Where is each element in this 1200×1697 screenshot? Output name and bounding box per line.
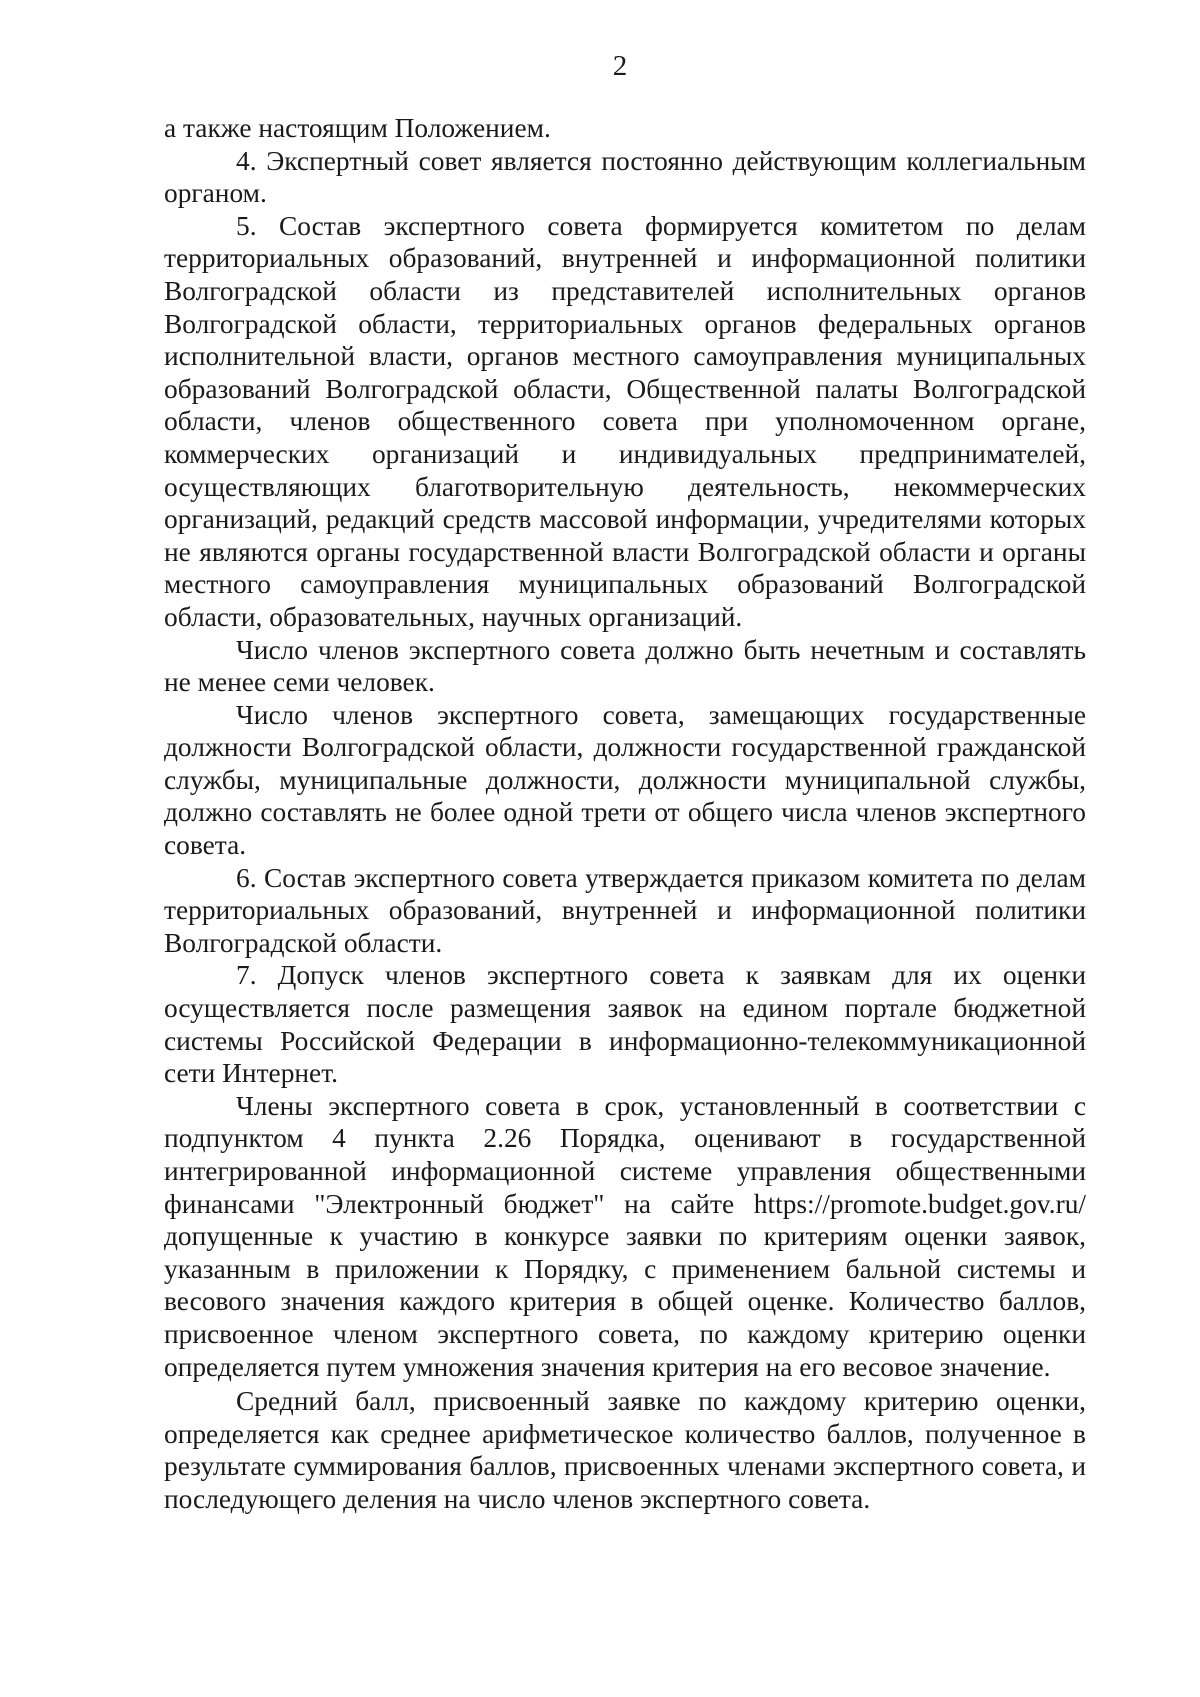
paragraph-member-count: Число членов экспертного совета должно быть нечетным и составлять не менее семи человек.: [164, 634, 1086, 698]
paragraph-continuation: а также настоящим Положением.: [164, 113, 551, 143]
page-number: 2: [612, 50, 628, 82]
paragraph-item-6: 6. Состав экспертного совета утверждается приказом комитета по делам территориальных образований, внутренней и информационной политики Волгоградской области.: [164, 862, 1086, 958]
paragraph-evaluation: Члены экспертного совета в срок, установленный в соответствии с подпунктом 4 пункта 2.26 Порядка, оценивают в государственной интегрированной информационной системе управления общественными финансами "Электронный бюджет" на сайте https://promote.budget.gov.ru/ допущенные к участию в конкурсе заявки по критериям оценки заявок, указанным в приложении к Порядку, с применением бальной системы и весового значения каждого критерия в общей оценке. Количество баллов, присвоенное членом экспертного совета, по каждому критерию оценки определяется путем умножения значения критерия на его весовое значение.: [164, 1090, 1086, 1382]
paragraph-item-5: 5. Состав экспертного совета формируется комитетом по делам территориальных образований, внутренней и информационной политики Волгоградской области из представителей исполнительных органов Волгоградской области, территориальных органов федеральных органов исполнительной власти, органов местного самоуправления муниципальных образований Волгоградской области, Общественной палаты Волгоградской области, членов общественного совета при уполномоченном органе, коммерческих организаций и индивидуальных предпринимателей, осуществляющих благотворительную деятельность, некоммерческих организаций, редакций средств массовой информации, учредителями которых не являются органы государственной власти Волгоградской области и органы местного самоуправления муниципальных образований Волгоградской области, образовательных, научных организаций.: [164, 210, 1086, 632]
paragraph-average-score: Средний балл, присвоенный заявке по каждому критерию оценки, определяется как среднее арифметическое количество баллов, полученное в результате суммирования баллов, присвоенных членами экспертного совета, и последующего деления на число членов экспертного совета.: [164, 1386, 1086, 1514]
paragraph-item-7: 7. Допуск членов экспертного совета к заявкам для их оценки осуществляется после размещения заявок на едином портале бюджетной системы Российской Федерации в информационно-телекоммуникационной сети Интернет.: [164, 960, 1086, 1089]
document-body: [164, 112, 1086, 1516]
paragraph-item-4: 4. Экспертный совет является постоянно действующим коллегиальным органом.: [164, 145, 1086, 209]
paragraph-member-restriction: Число членов экспертного совета, замещающих государственные должности Волгоградской области, должности государственной гражданской службы, муниципальные должности, должности муниципальной службы, должно составлять не более одной трети от общего числа членов экспертного совета.: [164, 699, 1086, 861]
